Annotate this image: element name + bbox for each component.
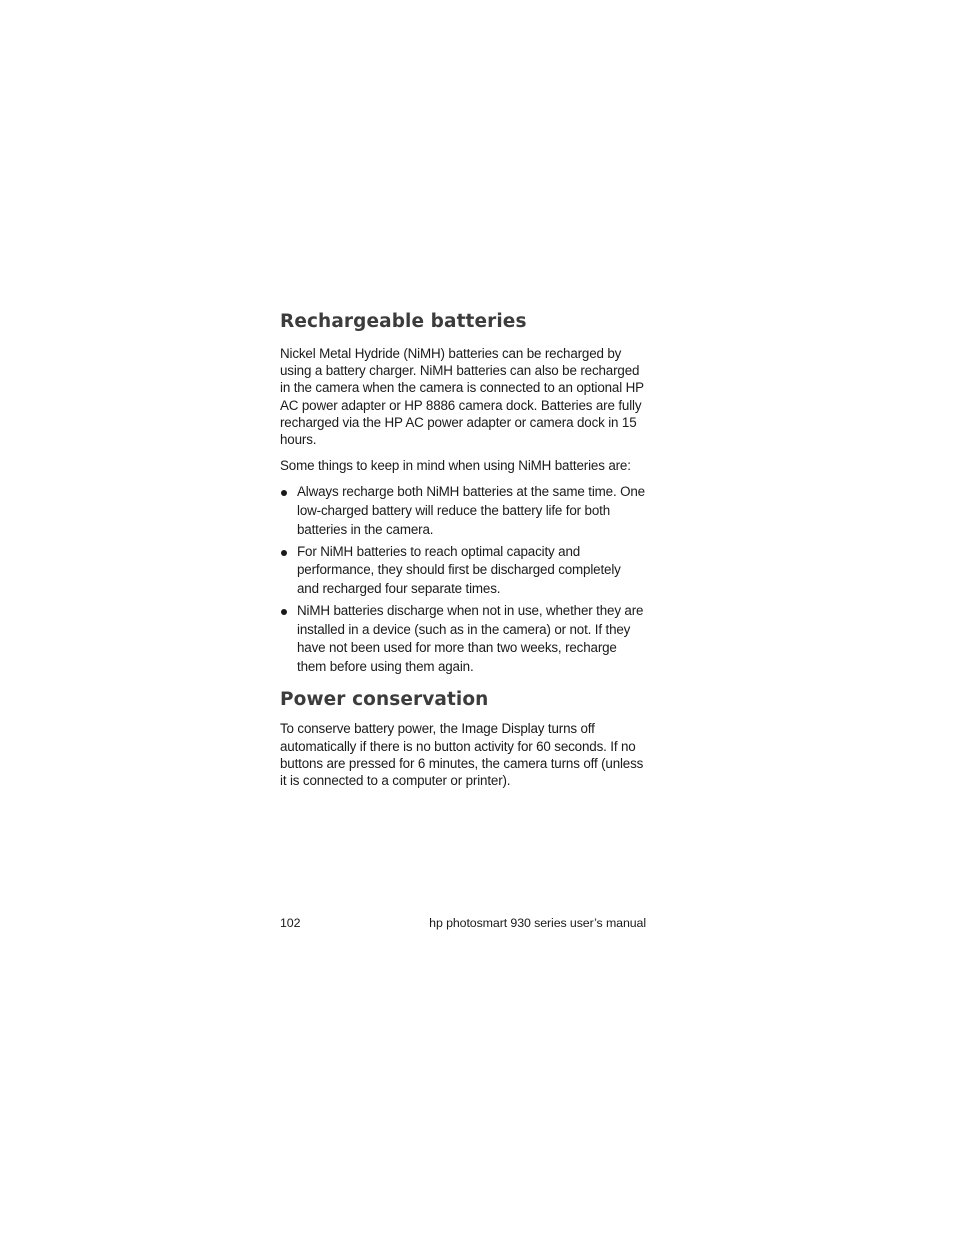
- paragraph-nimh-intro: Nickel Metal Hydride (NiMH) batteries can be recharged by using a battery charger. NiMH batteries can also be recharged in the camera when the camera is connected to an optional HP AC power adapter or HP 8886 camera dock. Batteries are fully recharged via the HP AC power adapter or camera dock in 15 hours.: [280, 346, 644, 448]
- heading-rechargeable-batteries: Rechargeable batteries: [280, 311, 527, 332]
- page-number: 102: [280, 916, 301, 930]
- manual-title: hp photosmart 930 series user’s manual: [429, 916, 646, 930]
- paragraph-keep-in-mind: Some things to keep in mind when using NiMH batteries are:: [280, 458, 631, 474]
- list-item-text: Always recharge both NiMH batteries at the same time. One low-charged battery will reduce the battery life for both batteries in the camera.: [297, 484, 645, 537]
- paragraph-power-conservation: To conserve battery power, the Image Display turns off automatically if there is no button activity for 60 seconds. If no buttons are pressed for 6 minutes, the camera turns off (unless it is connected to a computer or printer).: [280, 721, 644, 788]
- nimh-tips-list: [280, 483, 646, 676]
- bullet-icon: [281, 609, 287, 615]
- bullet-icon: [281, 550, 287, 556]
- list-item: [280, 483, 646, 539]
- page-content: [280, 308, 646, 798]
- list-item: [280, 543, 646, 599]
- list-item-text: For NiMH batteries to reach optimal capacity and performance, they should first be discharged completely and recharged four separate times.: [297, 543, 621, 596]
- list-item-text: NiMH batteries discharge when not in use, whether they are installed in a device (such as in the camera) or not. If they have not been used for more than two weeks, recharge them before using them again.: [297, 602, 644, 674]
- heading-power-conservation: Power conservation: [280, 689, 489, 711]
- list-item: [280, 602, 646, 676]
- page-footer: [280, 914, 646, 932]
- bullet-icon: [281, 490, 287, 496]
